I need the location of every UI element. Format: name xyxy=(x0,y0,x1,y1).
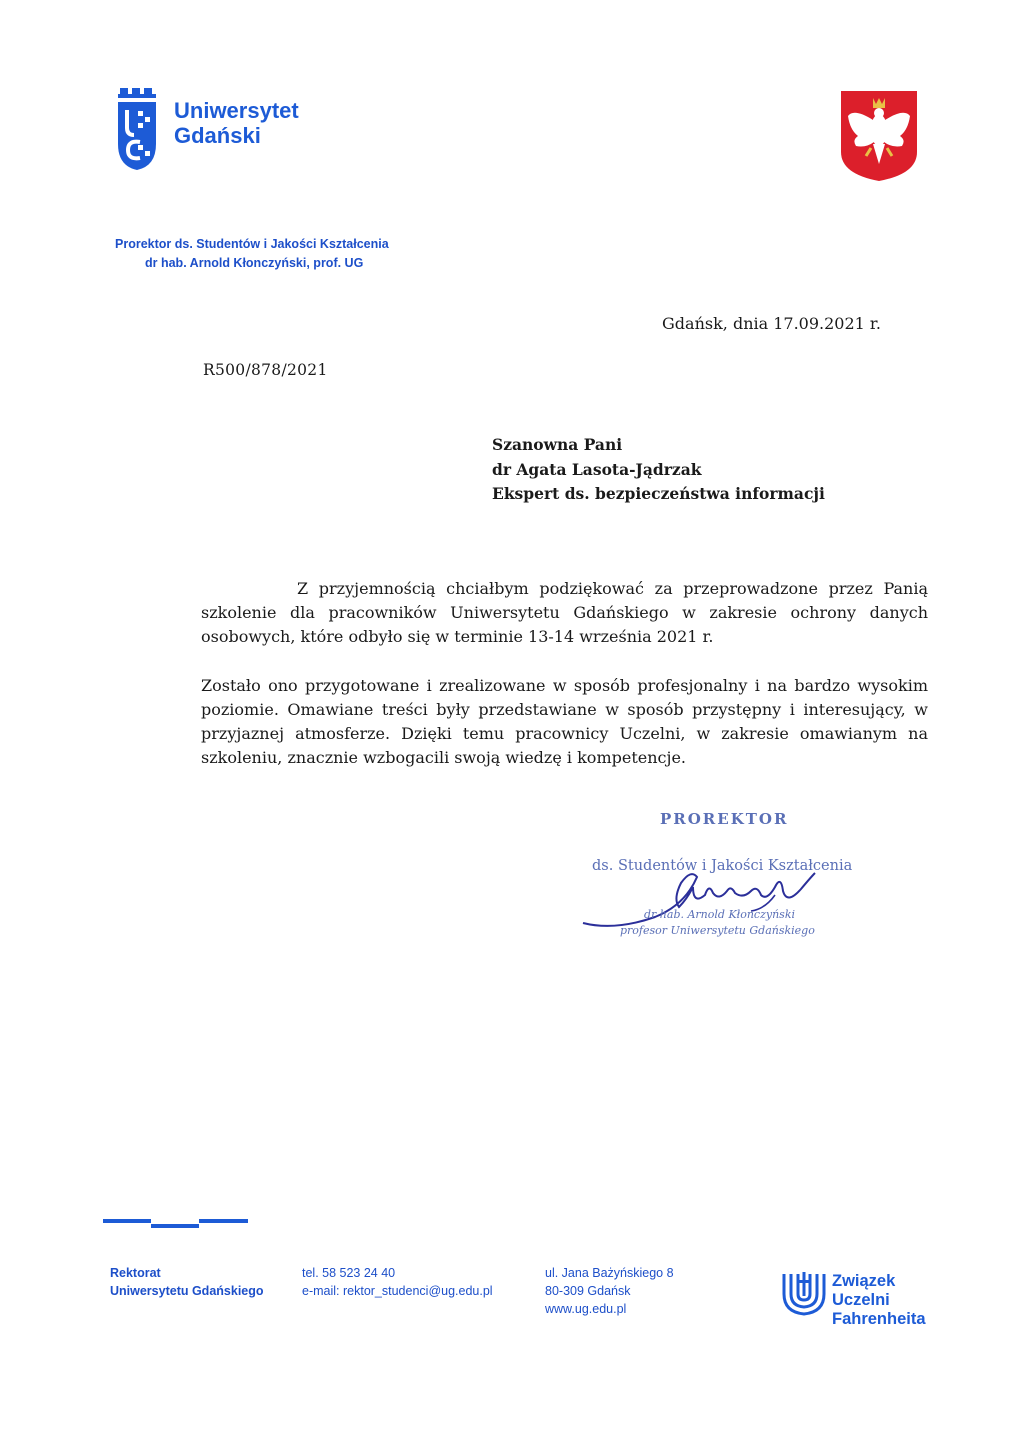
zuf-name xyxy=(832,1272,926,1329)
letter-reference: R500/878/2021 xyxy=(203,361,328,379)
footer-street-block xyxy=(545,1264,674,1318)
stamp-signer-name: dr hab. Arnold Kłonczyński xyxy=(644,908,796,921)
footer-decorative-bars xyxy=(103,1219,248,1229)
footer-email[interactable]: e-mail: rektor_studenci@ug.edu.pl xyxy=(302,1284,493,1298)
office-title: Prorektor ds. Studentów i Jakości Kształcenia xyxy=(115,237,389,251)
office-heading xyxy=(115,235,389,273)
footer-city: 80-309 Gdańsk xyxy=(545,1284,631,1298)
stamp-subtitle: ds. Studentów i Jakości Kształcenia xyxy=(592,858,853,874)
stamp-title: PROREKTOR xyxy=(660,810,789,828)
letter-date: Gdańsk, dnia 17.09.2021 r. xyxy=(662,314,881,333)
zuf-logo xyxy=(780,1268,828,1316)
university-name xyxy=(174,98,299,148)
addressee-salutation: Szanowna Pani xyxy=(492,435,623,454)
body-paragraph-1: Z przyjemnością chciałbym podziękować za przeprowadzone przez Panią szkolenie dla pracowników Uniwersytetu Gdańskiego w zakresie ochrony danych osobowych, które odbyło się w terminie 13-14 września 2021 r. xyxy=(201,579,928,646)
university-name-line1: Uniwersytet xyxy=(174,98,299,123)
letter-body xyxy=(201,577,928,795)
addressee-name: dr Agata Lasota-Jądrzak xyxy=(492,459,702,479)
footer-street: ul. Jana Bażyńskiego 8 xyxy=(545,1266,674,1280)
zuf-name-line2: Uczelni xyxy=(832,1291,890,1309)
addressee-title: Ekspert ds. bezpieczeństwa informacji xyxy=(492,484,825,503)
body-paragraph-2: Zostało ono przygotowane i zrealizowane w sposób profesjonalny i na bardzo wysokim poziomie. Omawiane treści były przedstawiane w sposób przystępny i interesujący, w przyjaznej atmosferze. Dzięki temu pracownicy Uczelni, w zakresie omawianym na szkoleniu, znacznie wzbogacili swoją wiedzę i kompetencje. xyxy=(201,676,928,767)
official-stamp xyxy=(560,810,880,950)
polish-eagle-emblem xyxy=(840,90,918,182)
zuf-name-line3: Fahrenheita xyxy=(832,1310,926,1328)
stamp-signer-role: profesor Uniwersytetu Gdańskiego xyxy=(620,924,815,937)
zuf-name-line1: Związek xyxy=(832,1272,896,1290)
footer-university: Uniwersytetu Gdańskiego xyxy=(110,1284,264,1298)
footer-website-link[interactable]: www.ug.edu.pl xyxy=(545,1302,627,1316)
footer-phone: tel. 58 523 24 40 xyxy=(302,1266,396,1280)
footer-contact-block xyxy=(302,1264,493,1300)
addressee-block xyxy=(492,433,825,507)
footer-rektorat: Rektorat xyxy=(110,1266,161,1280)
university-name-line2: Gdański xyxy=(174,123,261,148)
office-person: dr hab. Arnold Kłonczyński, prof. UG xyxy=(145,256,364,270)
footer-address-block xyxy=(110,1264,264,1300)
